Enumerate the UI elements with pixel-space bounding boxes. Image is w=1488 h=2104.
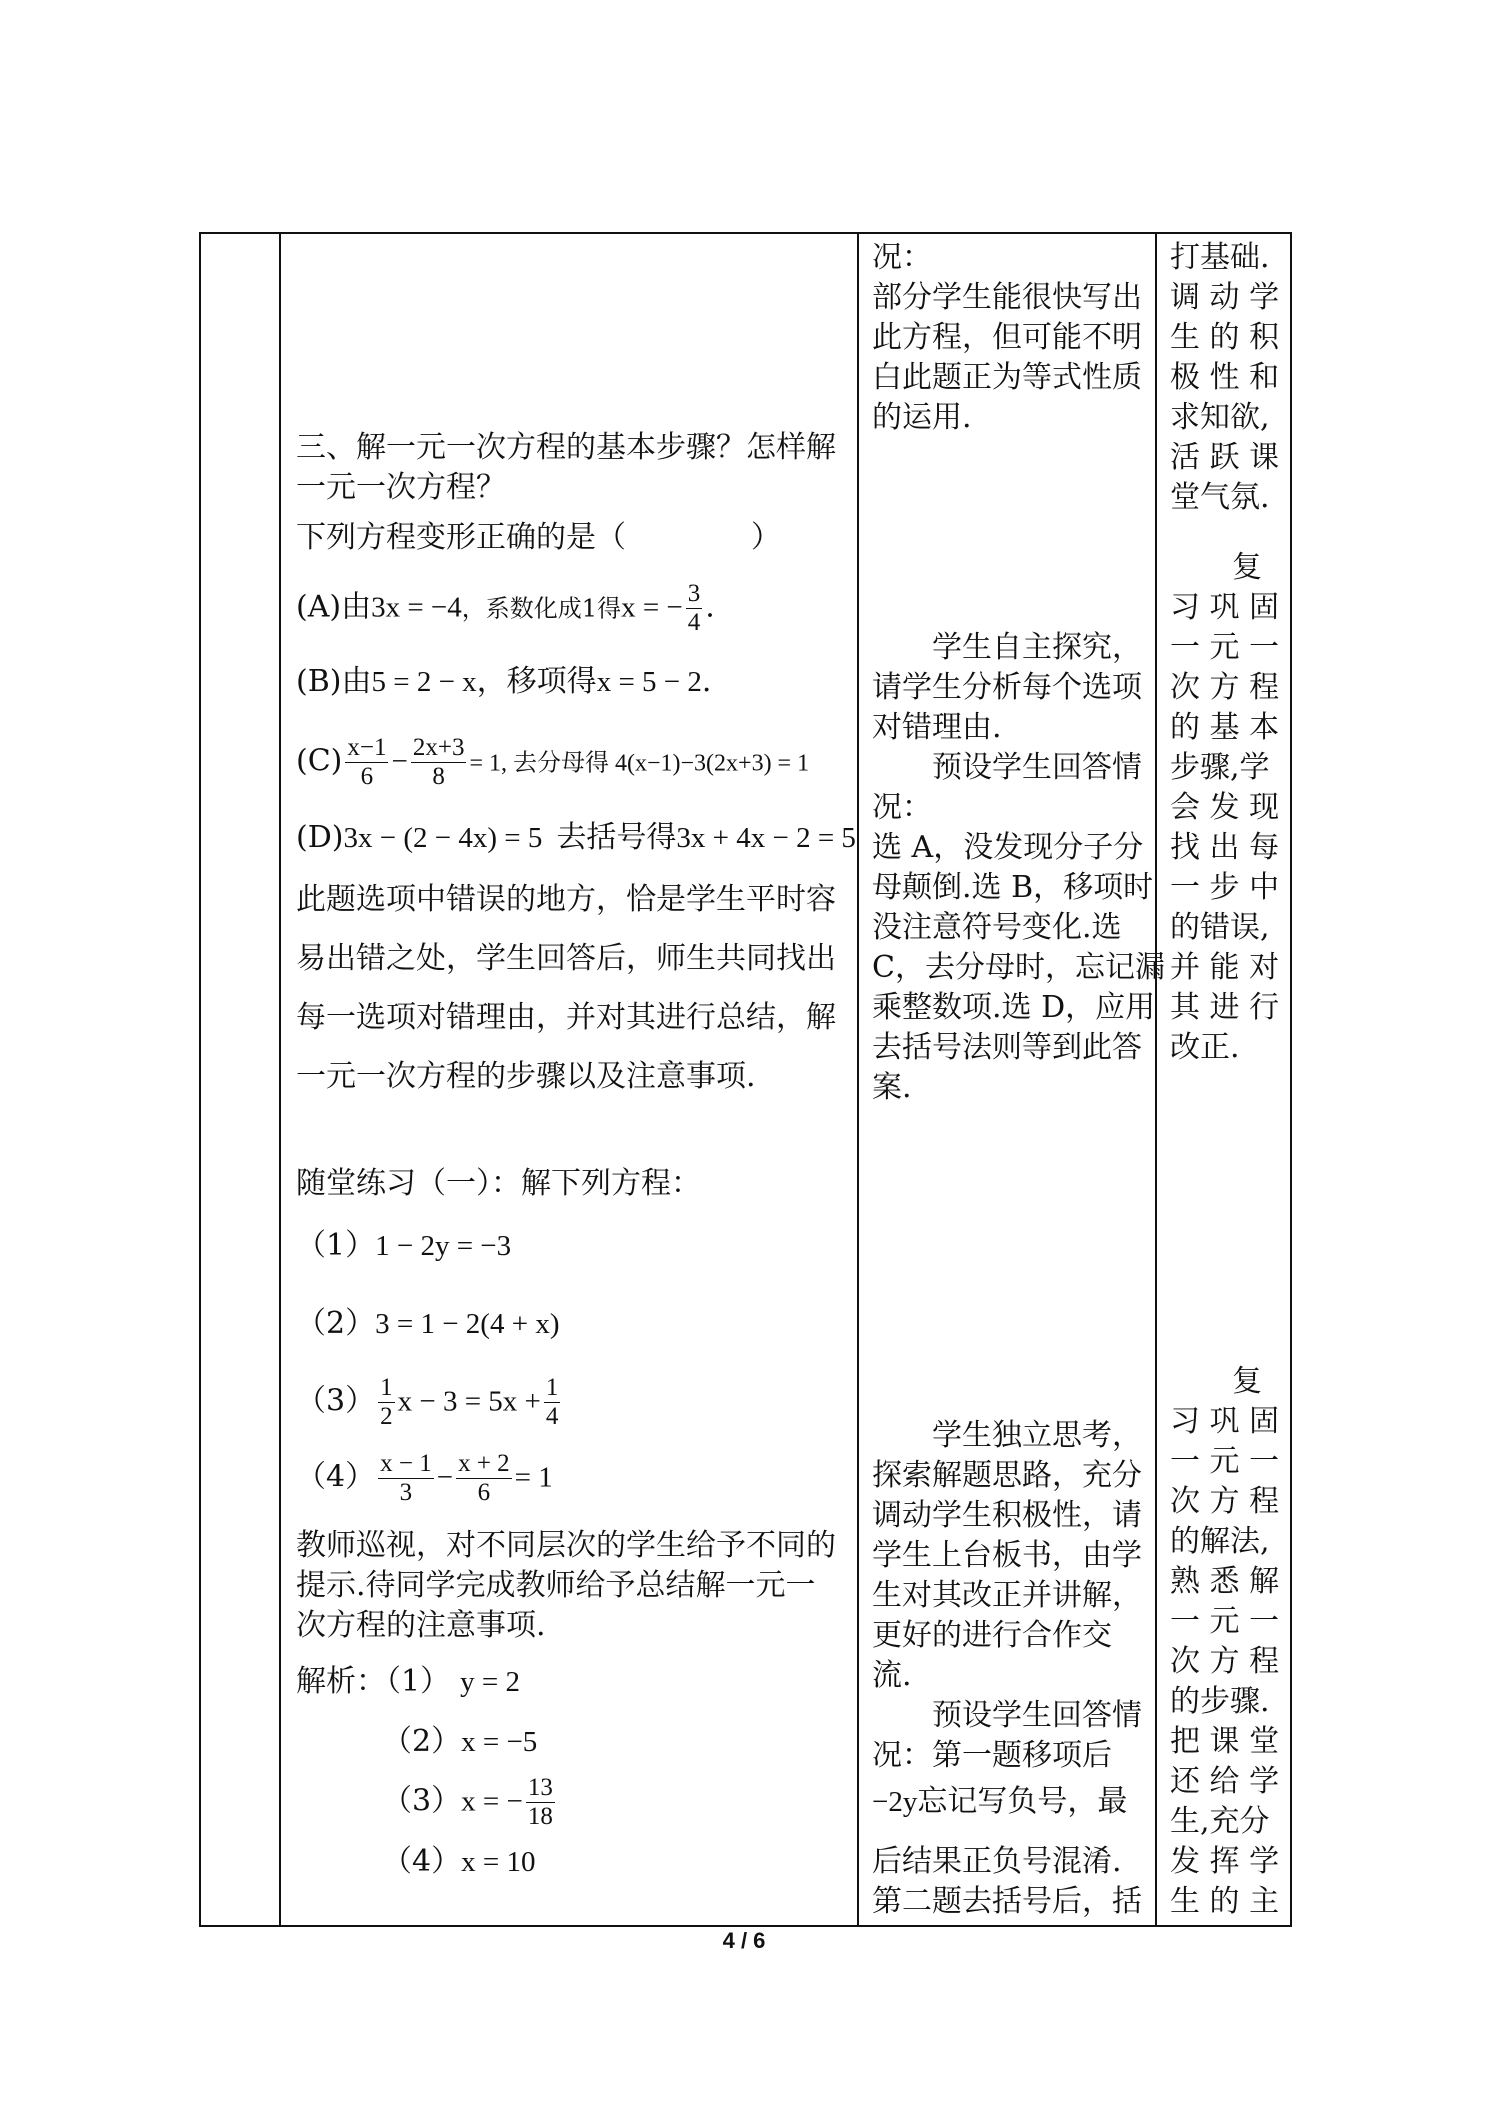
page-number: 4 / 6 — [722, 1928, 766, 1953]
intent-text: 生 的 主 — [1170, 1884, 1280, 1919]
student-text: 调动学生积极性，请 — [872, 1498, 1142, 1533]
intent-text: 改正. — [1170, 1030, 1240, 1065]
answer-2: （2）x = −5 — [382, 1724, 538, 1759]
student-text: 况：第一题移项后 — [872, 1738, 1112, 1773]
student-text: 部分学生能很快写出 — [872, 280, 1142, 315]
student-text: 学生自主探究， — [932, 630, 1142, 665]
option-b: (B)由5 = 2 − x，移项得x = 5 − 2. — [296, 664, 712, 699]
intent-text: 还 给 学 — [1170, 1764, 1280, 1799]
intent-text: 生 的 积 — [1170, 320, 1280, 355]
intent-text: 会 发 现 — [1170, 790, 1280, 825]
teacher-note-3: 次方程的注意事项. — [296, 1608, 546, 1643]
student-text: 预设学生回答情 — [932, 1698, 1142, 1733]
table-border-bottom — [199, 1925, 1292, 1927]
student-text: 案. — [872, 1070, 912, 1105]
intent-text: 把 课 堂 — [1170, 1724, 1280, 1759]
intent-text: 复 — [1232, 550, 1262, 585]
intent-text: 习 巩 固 — [1170, 590, 1280, 625]
intent-text: 极 性 和 — [1170, 360, 1280, 395]
student-text: 乘整数项.选 D，应用 — [872, 990, 1156, 1025]
intent-text: 次 方 程 — [1170, 1644, 1280, 1679]
teacher-note-1: 教师巡视，对不同层次的学生给予不同的 — [296, 1528, 836, 1563]
student-text: C，去分母时，忘记漏 — [872, 950, 1165, 985]
student-text: 更好的进行合作交 — [872, 1618, 1112, 1653]
intent-text: 步骤,学 — [1170, 750, 1270, 785]
intent-text: 次 方 程 — [1170, 1484, 1280, 1519]
table-divider-3 — [1155, 232, 1157, 1927]
section-heading-cont: 一元一次方程？ — [296, 470, 506, 505]
explanation-line-3: 每一选项对错理由，并对其进行总结，解 — [296, 1000, 836, 1035]
intent-text: 复 — [1232, 1364, 1262, 1399]
intent-text: 并 能 对 — [1170, 950, 1280, 985]
intent-text: 的步骤. — [1170, 1684, 1270, 1719]
table-border-right — [1290, 232, 1292, 1927]
table-divider-2 — [857, 232, 859, 1927]
student-text: 选 A，没发现分子分 — [872, 830, 1144, 865]
student-text: 对错理由. — [872, 710, 1002, 745]
answer-4: （4）x = 10 — [382, 1844, 536, 1879]
practice-1: （1）1 − 2y = −3 — [296, 1228, 512, 1263]
student-text: 况： — [872, 790, 932, 825]
answer-3: （3）x = − $\frac{13}{18}$ — [382, 1774, 553, 1830]
intent-text: 活 跃 课 — [1170, 440, 1280, 475]
intent-text: 一 元 一 — [1170, 1444, 1280, 1479]
intent-text: 次 方 程 — [1170, 670, 1280, 705]
intent-text: 求知欲, — [1170, 400, 1270, 435]
explanation-line-1: 此题选项中错误的地方，恰是学生平时容 — [296, 882, 836, 917]
student-text: 的运用. — [872, 400, 972, 435]
student-text: 学生上台板书，由学 — [872, 1538, 1142, 1573]
student-text: 预设学生回答情 — [932, 750, 1142, 785]
student-text: 探索解题思路，充分 — [872, 1458, 1142, 1493]
student-text: 去括号法则等到此答 — [872, 1030, 1142, 1065]
student-text: 生对其改正并讲解， — [872, 1578, 1142, 1613]
table-divider-1 — [279, 232, 281, 1927]
intent-text: 的错误, — [1170, 910, 1270, 945]
section-heading: 三、解一元一次方程的基本步骤？怎样解 — [296, 430, 836, 465]
intent-text: 堂气氛. — [1170, 480, 1270, 515]
question-prompt: 下列方程变形正确的是（ ） — [296, 520, 781, 555]
intent-text: 生,充分 — [1170, 1804, 1270, 1839]
intent-text: 一 元 一 — [1170, 630, 1280, 665]
intent-text: 一 步 中 — [1170, 870, 1280, 905]
student-text: 学生独立思考， — [932, 1418, 1142, 1453]
intent-text: 的 基 本 — [1170, 710, 1280, 745]
student-text: −2y忘记写负号，最 — [872, 1784, 1128, 1819]
intent-text: 习 巩 固 — [1170, 1404, 1280, 1439]
explanation-line-4: 一元一次方程的步骤以及注意事项. — [296, 1059, 756, 1094]
student-text: 白此题正为等式性质 — [872, 360, 1142, 395]
intent-text: 的解法, — [1170, 1524, 1270, 1559]
practice-4: （4） $\frac{x - 1}{3}$ − $\frac{x + 2}{6}$ = 1 — [296, 1450, 553, 1506]
intent-text: 其 进 行 — [1170, 990, 1280, 1025]
intent-text: 发 挥 学 — [1170, 1844, 1280, 1879]
table-border-top — [199, 232, 1292, 234]
option-a: (A)由3x = −4，系数化成1得x = − $\frac{3}{4}$ . — [296, 580, 715, 636]
student-text: 后结果正负号混淆. — [872, 1844, 1122, 1879]
practice-title: 随堂练习（一）：解下列方程： — [296, 1166, 701, 1201]
teacher-note-2: 提示.待同学完成教师给予总结解一元一 — [296, 1568, 816, 1603]
option-d: (D)3x − (2 − 4x) = 5 去括号得3x + 4x − 2 = 5 — [296, 820, 856, 855]
student-text: 第二题去括号后，括 — [872, 1884, 1142, 1919]
student-text: 没注意符号变化.选 — [872, 910, 1122, 945]
student-text: 流. — [872, 1658, 912, 1693]
intent-text: 熟 悉 解 — [1170, 1564, 1280, 1599]
table-border-left — [199, 232, 201, 1927]
student-text: 母颠倒.选 B，移项时 — [872, 870, 1154, 905]
intent-text: 一 元 一 — [1170, 1604, 1280, 1639]
intent-text: 调 动 学 — [1170, 280, 1280, 315]
explanation-line-2: 易出错之处，学生回答后，师生共同找出 — [296, 941, 836, 976]
student-text: 此方程，但可能不明 — [872, 320, 1142, 355]
option-c: (C) $\frac{x-1}{6}$ − $\frac{2x+3}{8}$ = 1, 去分母得 4(x−1)−3(2x+3) = 1 — [296, 734, 810, 790]
intent-text: 打基础. — [1170, 240, 1270, 275]
answer-1: 解析：（1） y = 2 — [296, 1664, 520, 1699]
practice-3: （3） $\frac{1}{2}$ x − 3 = 5x + $\frac{1}{4}$ — [296, 1374, 559, 1430]
student-text: 请学生分析每个选项 — [872, 670, 1142, 705]
practice-2: （2）3 = 1 − 2(4 + x) — [296, 1306, 560, 1341]
student-text: 况： — [872, 240, 932, 275]
intent-text: 找 出 每 — [1170, 830, 1280, 865]
